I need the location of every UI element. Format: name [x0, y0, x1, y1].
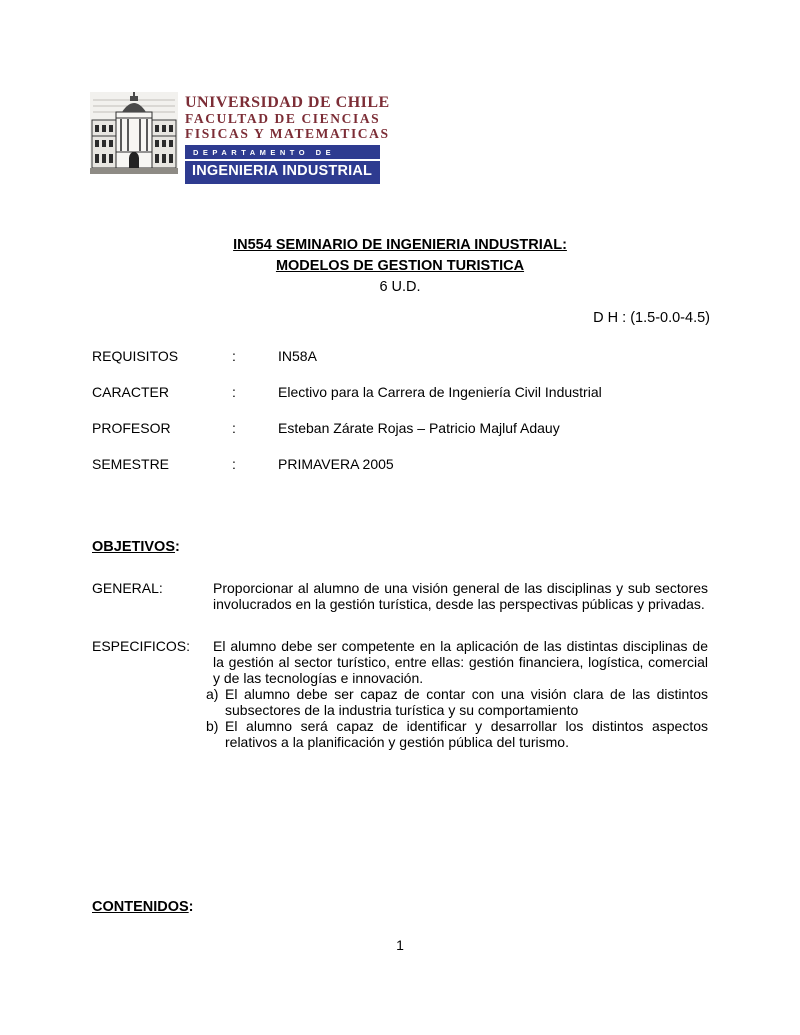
info-value: PRIMAVERA 2005	[278, 456, 394, 472]
colon-separator: :	[232, 384, 236, 400]
colon-separator: :	[232, 348, 236, 364]
course-title-block	[0, 235, 800, 298]
logo-text-block	[185, 92, 390, 184]
contenidos-heading	[92, 899, 194, 915]
objetivos-heading	[92, 539, 180, 555]
faculty-name-line2: FISICAS Y MATEMATICAS	[185, 126, 390, 141]
course-info-table	[92, 348, 708, 492]
objetivos-body	[92, 580, 708, 750]
department-banner-name: INGENIERIA INDUSTRIAL	[192, 163, 373, 179]
info-row-semestre	[92, 456, 708, 472]
item-text: El alumno será capaz de identificar y desarrollar los distintos aspectos relativos a la planificación y gestión pública del turismo.	[225, 718, 708, 750]
department-banner	[185, 145, 380, 184]
colon-separator: :	[232, 420, 236, 436]
item-text: El alumno debe ser capaz de contar con una visión clara de las distintos subsectores de la industria turística y su comportamiento	[225, 686, 708, 718]
info-value: IN58A	[278, 348, 317, 364]
item-marker: a)	[206, 686, 219, 702]
contenidos-heading-word: CONTENIDOS	[92, 899, 189, 915]
item-marker: b)	[206, 718, 219, 734]
course-units: 6 U.D.	[379, 279, 421, 295]
course-title-line1: IN554 SEMINARIO DE INGENIERIA INDUSTRIAL:	[233, 237, 567, 253]
info-row-requisitos	[92, 348, 708, 364]
info-row-profesor	[92, 420, 708, 436]
especificos-text: El alumno debe ser competente en la aplicación de las distintas disciplinas de la gestión al sector turístico, entre ellas: gestión financiera, logística, comercial y de las tecnologías e innovación.	[213, 638, 708, 686]
especificos-item-a	[206, 686, 708, 718]
contenidos-heading-colon: :	[188, 899, 194, 915]
info-label: REQUISITOS	[92, 348, 179, 364]
general-paragraph	[92, 580, 708, 612]
university-name: UNIVERSIDAD DE CHILE	[185, 94, 390, 111]
info-label: CARACTER	[92, 384, 170, 400]
especificos-paragraph	[92, 638, 708, 686]
department-banner-small-text: DEPARTAMENTO DE	[185, 145, 380, 161]
info-value: Esteban Zárate Rojas – Patricio Majluf Adauy	[278, 420, 560, 436]
info-row-caracter	[92, 384, 708, 400]
university-building-image	[90, 92, 178, 174]
credit-hours: D H : (1.5-0.0-4.5)	[593, 310, 710, 326]
info-label: SEMESTRE	[92, 456, 170, 472]
faculty-name-line1: FACULTAD DE CIENCIAS	[185, 111, 381, 126]
colon-separator: :	[232, 456, 236, 472]
general-label: GENERAL:	[92, 580, 163, 596]
course-title-line2: MODELOS DE GESTION TURISTICA	[275, 258, 525, 274]
general-text: Proporcionar al alumno de una visión general de las disciplinas y sub sectores involucrados en la gestión turística, desde las perspectivas públicas y privadas.	[213, 580, 708, 612]
objetivos-heading-word: OBJETIVOS	[92, 539, 175, 555]
especificos-item-b	[206, 718, 708, 750]
especificos-label: ESPECIFICOS:	[92, 638, 191, 654]
objetivos-heading-colon: :	[175, 539, 180, 555]
page-number: 1	[396, 937, 404, 953]
info-label: PROFESOR	[92, 420, 171, 436]
university-logo	[90, 92, 390, 184]
info-value: Electivo para la Carrera de Ingeniería Civil Industrial	[278, 384, 602, 400]
